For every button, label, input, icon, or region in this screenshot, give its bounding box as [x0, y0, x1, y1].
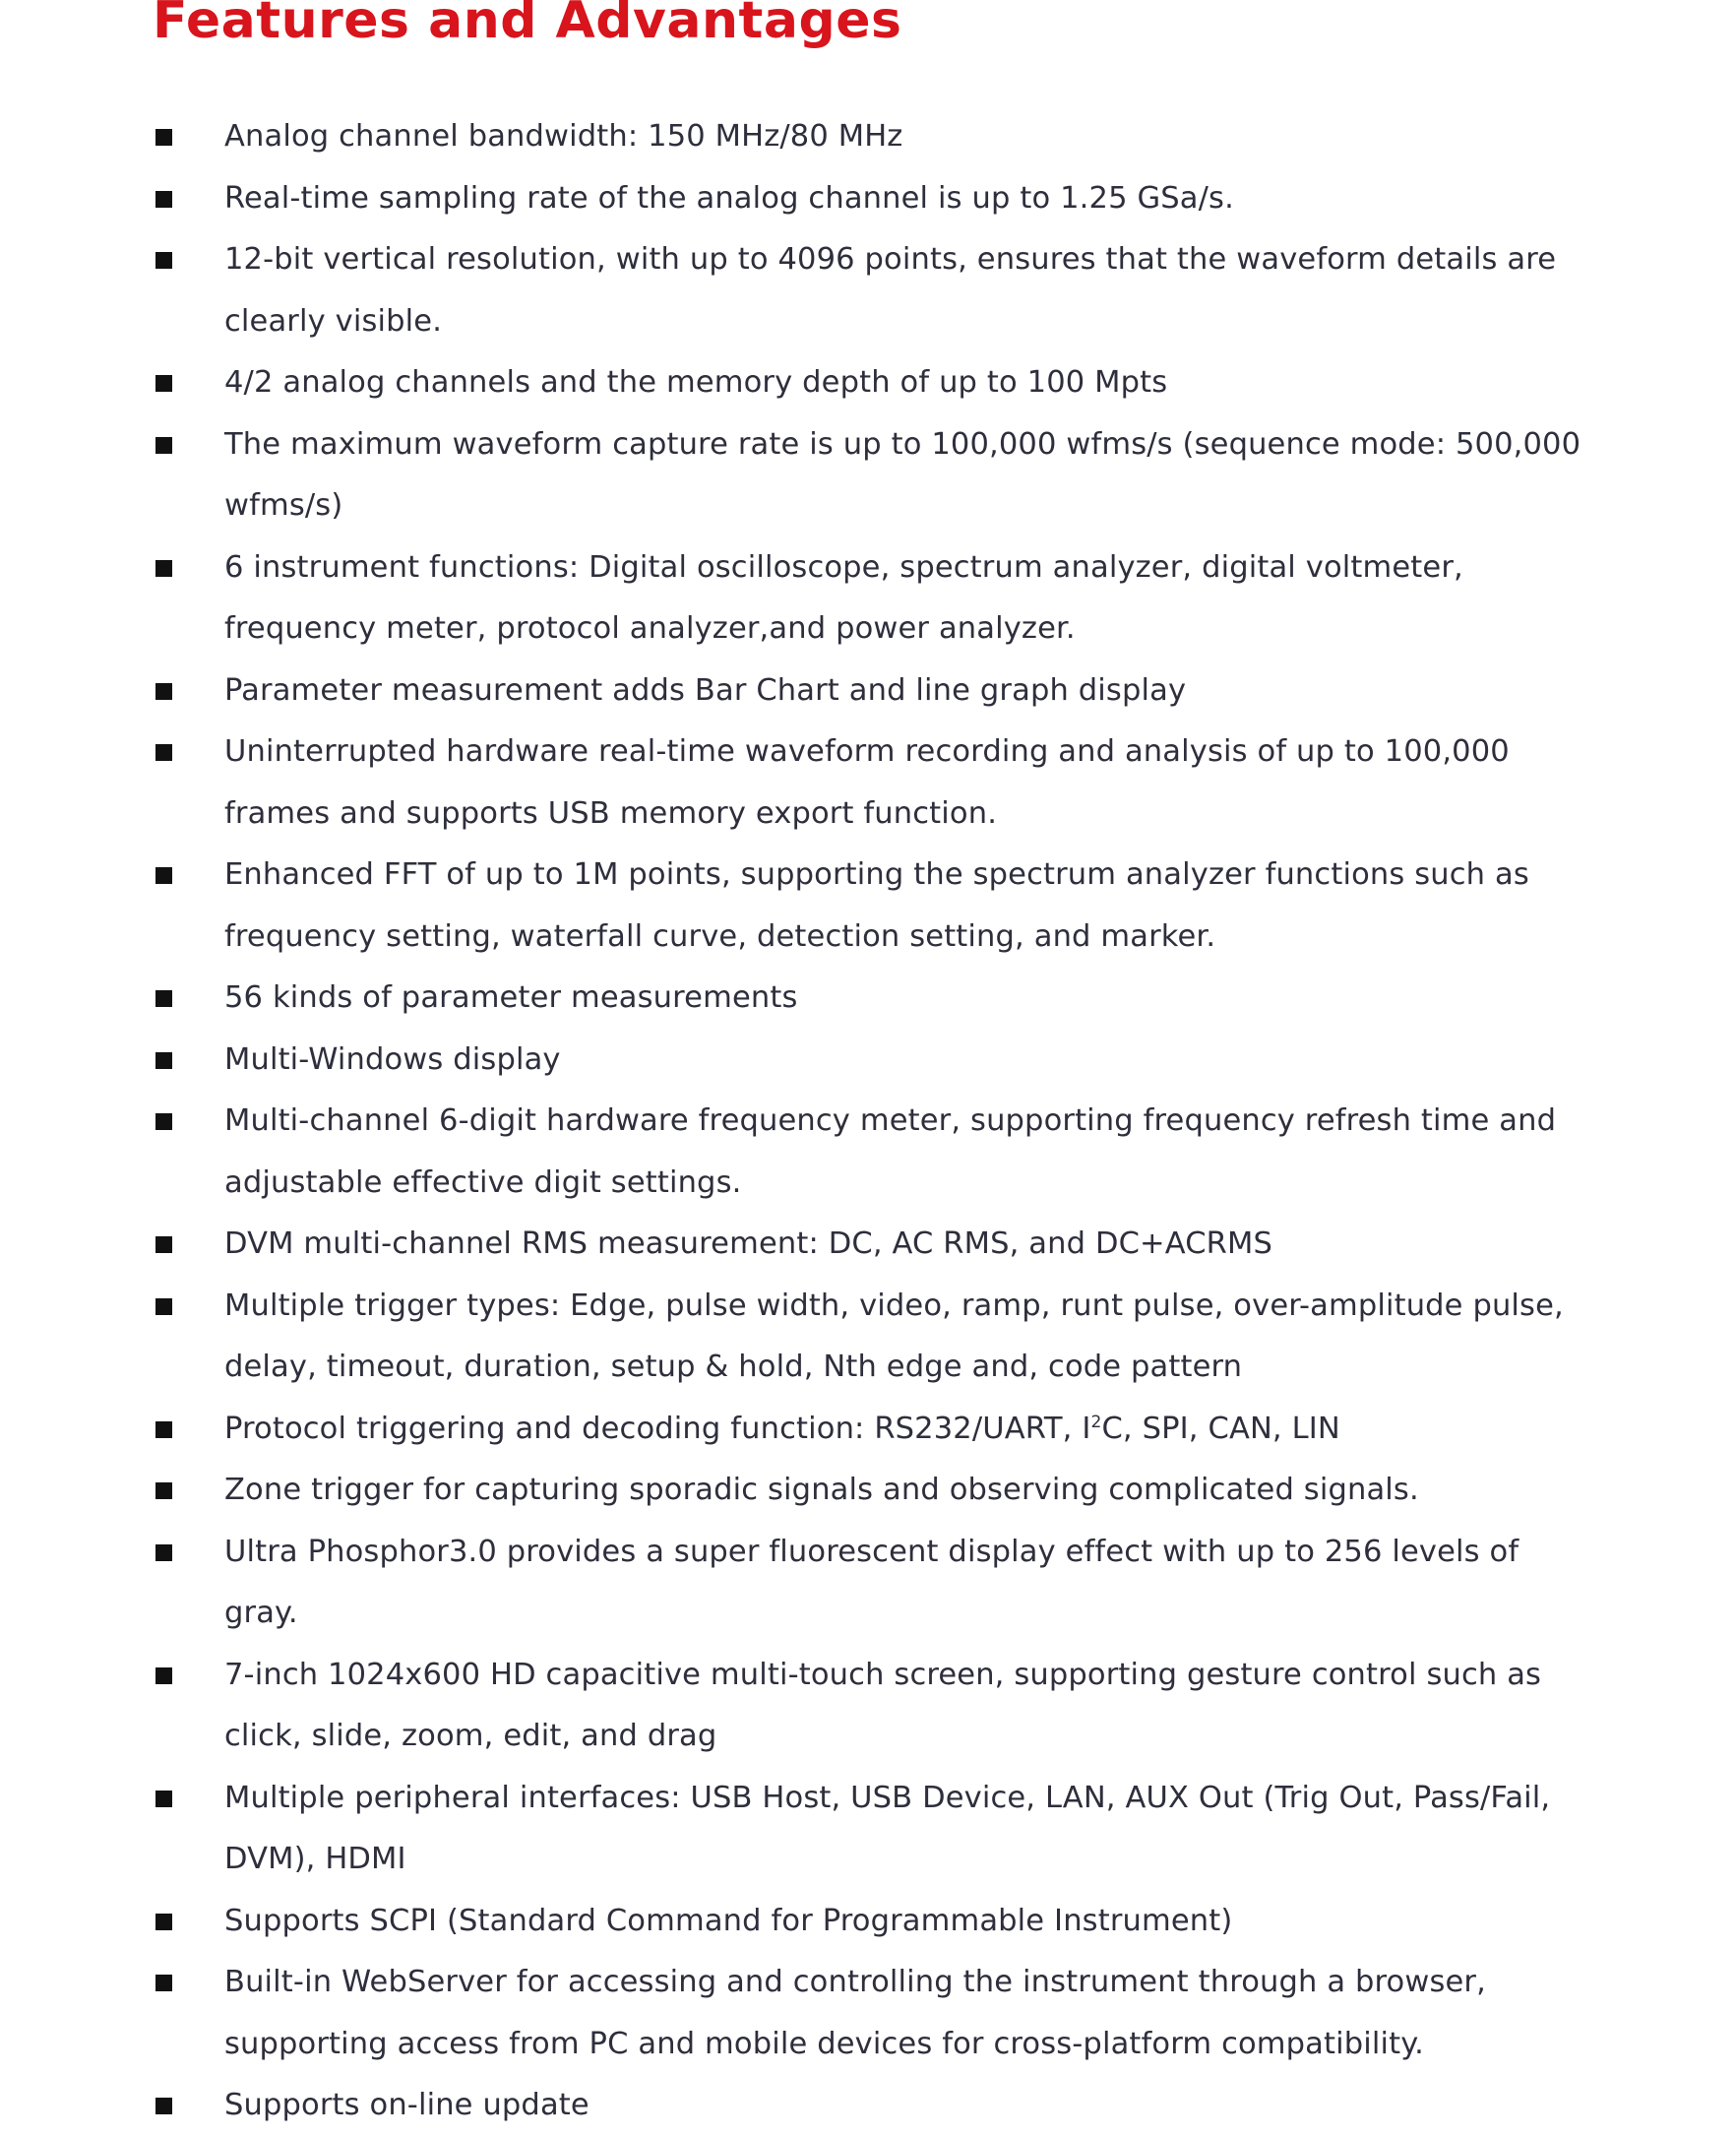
square-bullet-icon	[155, 1791, 172, 1807]
square-bullet-icon	[155, 1236, 172, 1253]
feature-text: Uninterrupted hardware real-time waveform recording and analysis of up to 100,000 frames and supports USB memory export function.	[224, 734, 1510, 831]
square-bullet-icon	[155, 990, 172, 1007]
feature-text: Real-time sampling rate of the analog channel is up to 1.25 GSa/s.	[224, 180, 1234, 216]
feature-item	[153, 1522, 1589, 1645]
feature-item	[153, 537, 1589, 660]
square-bullet-icon	[155, 867, 172, 884]
feature-item	[153, 1091, 1589, 1214]
feature-text-part: C, SPI, CAN, LIN	[1101, 1411, 1340, 1446]
square-bullet-icon	[155, 1113, 172, 1130]
superscript-2: 2	[1090, 1412, 1102, 1432]
feature-text: Analog channel bandwidth: 150 MHz/80 MHz	[224, 119, 903, 154]
feature-item	[153, 414, 1589, 537]
feature-text: Zone trigger for capturing sporadic signals and observing complicated signals.	[224, 1473, 1419, 1507]
feature-item	[153, 660, 1589, 723]
square-bullet-icon	[155, 1914, 172, 1930]
feature-item	[153, 106, 1589, 168]
feature-item	[153, 229, 1589, 352]
feature-item	[153, 1891, 1589, 1953]
square-bullet-icon	[155, 683, 172, 700]
square-bullet-icon	[155, 1421, 172, 1438]
feature-text: Multiple trigger types: Edge, pulse width, video, ramp, runt pulse, over-amplitude pulse, delay, timeout, duration, setup & hold, Nth edge and, code pattern	[224, 1288, 1564, 1384]
feature-text	[224, 1399, 1589, 1461]
square-bullet-icon	[155, 560, 172, 577]
feature-text: Supports on-line update	[224, 2088, 589, 2122]
feature-item	[153, 1952, 1589, 2075]
square-bullet-icon	[155, 1298, 172, 1315]
square-bullet-icon	[155, 1052, 172, 1069]
feature-text: Multiple peripheral interfaces: USB Host, USB Device, LAN, AUX Out (Trig Out, Pass/Fail, DVM), HDMI	[224, 1780, 1551, 1876]
feature-item	[153, 352, 1589, 414]
feature-text-part: Protocol triggering and decoding function: RS232/UART, I	[224, 1411, 1091, 1446]
feature-text: 7-inch 1024x600 HD capacitive multi-touch screen, supporting gesture control such as click, slide, zoom, edit, and drag	[224, 1657, 1542, 1753]
square-bullet-icon	[155, 375, 172, 392]
square-bullet-icon	[155, 744, 172, 761]
square-bullet-icon	[155, 437, 172, 454]
feature-item	[153, 1399, 1589, 1461]
feature-text: Multi-channel 6-digit hardware frequency meter, supporting frequency refresh time and adjustable effective digit settings.	[224, 1103, 1557, 1200]
feature-list	[153, 106, 1589, 2137]
feature-item	[153, 1030, 1589, 1092]
feature-item	[153, 1460, 1589, 1522]
page-title: Features and Advantages	[153, 0, 902, 50]
square-bullet-icon	[155, 1544, 172, 1561]
feature-text: Multi-Windows display	[224, 1041, 561, 1077]
feature-text: Enhanced FFT of up to 1M points, supporting the spectrum analyzer functions such as frequency setting, waterfall curve, detection setting, and marker.	[224, 857, 1529, 954]
square-bullet-icon	[155, 2098, 172, 2114]
square-bullet-icon	[155, 1975, 172, 1991]
square-bullet-icon	[155, 191, 172, 208]
feature-text: Parameter measurement adds Bar Chart and line graph display	[224, 672, 1187, 708]
feature-item	[153, 722, 1589, 845]
square-bullet-icon	[155, 129, 172, 146]
feature-text: 56 kinds of parameter measurements	[224, 980, 798, 1015]
feature-text: 4/2 analog channels and the memory depth of up to 100 Mpts	[224, 365, 1168, 400]
feature-text: DVM multi-channel RMS measurement: DC, AC RMS, and DC+ACRMS	[224, 1226, 1272, 1261]
feature-item	[153, 1214, 1589, 1276]
feature-item	[153, 1768, 1589, 1891]
square-bullet-icon	[155, 1482, 172, 1499]
feature-item	[153, 845, 1589, 968]
feature-item	[153, 2075, 1589, 2137]
feature-item	[153, 1645, 1589, 1768]
feature-item	[153, 1276, 1589, 1399]
feature-text: Built-in WebServer for accessing and controlling the instrument through a browser, supporting access from PC and mobile devices for cross-platform compatibility.	[224, 1965, 1486, 2061]
feature-text: The maximum waveform capture rate is up to 100,000 wfms/s (sequence mode: 500,000 wfms/s)	[224, 426, 1581, 523]
feature-text: 6 instrument functions: Digital oscilloscope, spectrum analyzer, digital voltmeter, frequency meter, protocol analyzer,and power analyzer.	[224, 549, 1463, 646]
square-bullet-icon	[155, 252, 172, 269]
square-bullet-icon	[155, 1667, 172, 1684]
feature-text: Supports SCPI (Standard Command for Programmable Instrument)	[224, 1903, 1233, 1938]
feature-text: Ultra Phosphor3.0 provides a super fluorescent display effect with up to 256 levels of gray.	[224, 1534, 1519, 1630]
feature-item	[153, 168, 1589, 230]
feature-item	[153, 968, 1589, 1030]
feature-text: 12-bit vertical resolution, with up to 4096 points, ensures that the waveform details are clearly visible.	[224, 242, 1557, 339]
